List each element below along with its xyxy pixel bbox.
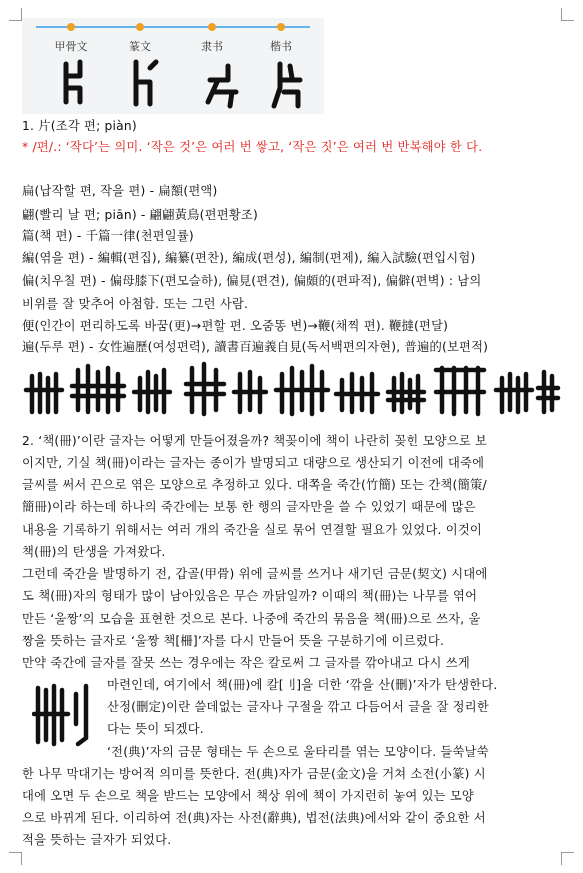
ce-variant-glyph xyxy=(388,374,424,412)
section2-line: 대에 오면 두 손으로 책을 받드는 모양에서 책상 위에 책이 가지런히 놓여 있는 모양 xyxy=(22,789,475,803)
crop-mark-bottom-right xyxy=(561,852,574,865)
section1-line: 篇(책 편) - 千篇一律(천편일률) xyxy=(22,229,194,243)
section2-indented-line: ‘전(典)’자의 금문 형태는 두 손으로 울타리를 엮는 모양이다. 들쑥날쑥 xyxy=(107,745,489,759)
section2-line: 짱을 뜻하는 글자로 ‘울짱 책[柵]’자를 다시 만들어 뜻을 구분하기에 이르렀다. xyxy=(22,634,445,648)
ce-variant-glyph xyxy=(276,366,328,414)
section2-line: 책(冊)의 탄생을 가져왔다. xyxy=(22,545,166,559)
clerical-glyph xyxy=(208,66,236,106)
ce-variant-glyph xyxy=(496,374,532,412)
section1-line: 翩(빨리 날 편; piān) - 翩翩黃鳥(편편황조) xyxy=(22,208,258,222)
script-label-clerical: 隶书 xyxy=(201,40,223,53)
ce-variant-glyph xyxy=(26,374,62,412)
section1-line: 扁(납작할 편, 작을 편) - 扁額(편액) xyxy=(22,184,218,198)
pian-script-evolution-figure xyxy=(22,18,324,114)
section2-indented-line: 다는 뜻이 되겠다. xyxy=(107,722,204,736)
section2-line: 2. ‘책(冊)’이란 글자는 어떻게 만들어졌을까? 책꽂이에 책이 나란히 꽂힌 모양으로 보 xyxy=(22,434,488,448)
section1-red-note: * /편/.: ‘작다’는 의미. ‘작은 것’은 여러 번 쌓고, ‘작은 짓’은 여러 번 반복해야 한 다. xyxy=(22,140,483,154)
section2-line: 한 나무 막대기는 방어적 의미를 뜻한다. 전(典)자가 금문(金文)을 거쳐 소전(小篆) 시 xyxy=(22,767,486,781)
section1-line: 編(엮을 편) - 編輯(편집), 編纂(편찬), 編成(편성), 編制(편제), 編入試驗(편입시험) xyxy=(22,251,476,265)
section2-line: 글씨를 써서 끈으로 엮은 모양으로 추정하고 있다. 대쪽을 죽간(竹簡) 또는 간책(簡策/ xyxy=(22,478,487,492)
ce-variant-glyph xyxy=(538,372,558,412)
section2-line: 簡冊)이라 하는데 하나의 죽간에는 보통 한 행의 글자만을 쓸 수 있었기 때문에 많은 xyxy=(22,500,476,514)
script-label-seal: 篆文 xyxy=(129,40,151,53)
section2-line: 적을 뜻하는 글자가 되었다. xyxy=(22,833,172,847)
section1-line: 비위를 잘 맞추어 아첨함. 또는 그런 사람. xyxy=(22,297,249,311)
section2-line: 만약 죽간에 글자를 잘못 쓰는 경우에는 작은 칼로써 그 글자를 깎아내고 다시 쓰게 xyxy=(22,656,470,670)
shan-character-figure xyxy=(32,680,94,752)
section1-heading: 1. 片(조각 편; piàn) xyxy=(22,119,137,133)
script-label-oracle-bone: 甲骨文 xyxy=(54,40,88,53)
seal-glyph xyxy=(136,62,156,104)
section1-line: 便(인간이 편리하도록 바꿈(更)→편할 편. 오줌똥 변)→鞭(채찍 편). 鞭撻(편달) xyxy=(22,319,449,333)
ce-variant-glyph xyxy=(234,372,266,412)
section2-line: 그런데 죽간을 발명하기 전, 갑골(甲骨) 위에 글씨를 쓰거나 새기던 금문(契文) 시대에 xyxy=(22,567,488,581)
section2-line: 이지만, 기실 책(冊)이라는 글자는 종이가 발명되고 대량으로 생산되기 이전에 대죽에 xyxy=(22,456,485,470)
section1-line: 遍(두루 편) - 女性遍歷(여성편력), 讀書百遍義自見(독서백편의자현), 普遍的(보편적) xyxy=(22,340,489,354)
section2-indented-line: 산정(刪定)이란 쓸데없는 글자나 구절을 깎고 다듬어서 글을 잘 정리한 xyxy=(107,700,489,714)
section2-line: 도 책(冊)자의 형태가 많이 남아있음은 무슨 까닭일까? 이때의 책(冊)는 나무를 엮어 xyxy=(22,589,478,603)
script-label-regular: 楷书 xyxy=(270,40,292,53)
section2-line: 내용을 기록하기 위해서는 여러 개의 죽간을 실로 묶어 연결할 필요가 있었다. 이것이 xyxy=(22,523,482,537)
oracle-bone-glyph xyxy=(66,62,80,102)
ce-variant-glyph xyxy=(336,374,378,412)
section2-indented-line: 마련인데, 여기에서 책(冊)에 칼[刂]을 더한 ‘깎을 산(刪)’자가 탄생한다. xyxy=(107,678,498,692)
ce-variant-glyph xyxy=(436,368,484,414)
crop-mark-top-right xyxy=(561,8,574,21)
ce-variant-glyph xyxy=(134,370,170,412)
section2-line: 으로 바뀌게 된다. 이리하여 전(典)자는 사전(辭典), 법전(法典)에서와 같이 중요한 서 xyxy=(22,811,486,825)
crop-mark-bottom-left xyxy=(9,852,22,865)
ce-character-variants-figure xyxy=(22,360,562,418)
section1-line: 偏(치우칠 편) - 偏母膝下(편모슬하), 偏見(편견), 偏頗的(편파적), 偏僻(편벽) : 남의 xyxy=(22,274,482,288)
crop-mark-top-left xyxy=(9,8,22,21)
section2-line: 만든 ‘울짱’의 모습을 표현한 것으로 본다. 나중에 죽간의 묶음을 책(冊)으로 쓰자, 울 xyxy=(22,612,481,626)
ce-variant-glyph xyxy=(186,364,224,414)
ce-variant-glyph xyxy=(72,366,124,412)
regular-glyph xyxy=(274,64,300,106)
pian-glyph-drawings xyxy=(22,18,324,114)
